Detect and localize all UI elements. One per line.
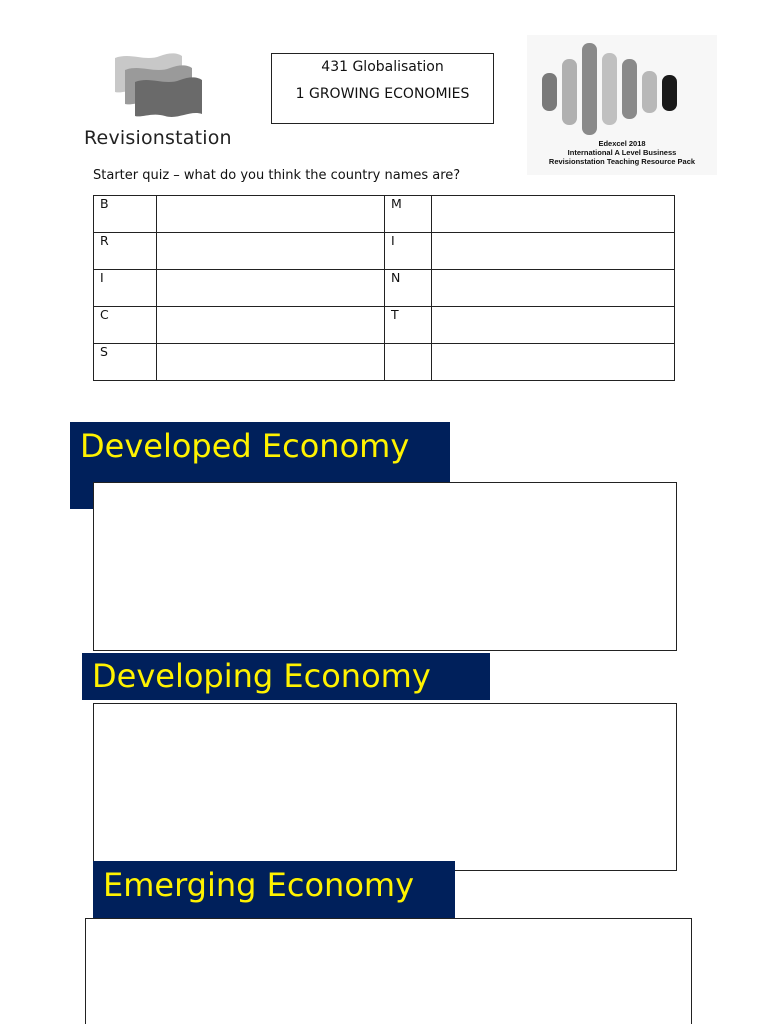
quiz-answer-cell[interactable] — [157, 233, 385, 270]
logo-caption-exam: Edexcel 2018 — [598, 139, 646, 148]
quiz-letter-cell: M — [385, 196, 432, 233]
quiz-answer-cell[interactable] — [157, 307, 385, 344]
logo-caption-pack: Revisionstation Teaching Resource Pack — [548, 157, 696, 166]
quiz-letter-cell: B — [94, 196, 157, 233]
quiz-letter-cell: I — [385, 233, 432, 270]
quiz-row — [94, 270, 675, 307]
sound-bars-logo-icon — [540, 41, 700, 141]
quiz-answer-cell[interactable] — [432, 196, 675, 233]
emerging-economy-answer-box[interactable] — [85, 918, 692, 1024]
quiz-letter-cell: R — [94, 233, 157, 270]
quiz-letter-cell — [385, 344, 432, 381]
starter-quiz-table — [93, 195, 675, 381]
edexcel-resource-logo — [527, 35, 717, 175]
emerging-economy-heading: Emerging Economy — [93, 861, 455, 921]
quiz-answer-cell[interactable] — [432, 233, 675, 270]
developed-economy-heading: Developed Economy — [70, 422, 450, 509]
quiz-row — [94, 344, 675, 381]
quiz-answer-cell[interactable] — [432, 344, 675, 381]
quiz-row — [94, 307, 675, 344]
quiz-answer-cell[interactable] — [157, 344, 385, 381]
quiz-row — [94, 196, 675, 233]
brand-name: Revisionstation — [84, 127, 232, 149]
revisionstation-flag-logo-icon — [110, 50, 205, 122]
quiz-answer-cell[interactable] — [432, 270, 675, 307]
topic-code-title: 431 Globalisation — [321, 59, 444, 75]
starter-quiz-prompt: Starter quiz – what do you think the country names are? — [93, 168, 461, 183]
quiz-answer-cell[interactable] — [157, 270, 385, 307]
developing-economy-heading: Developing Economy — [82, 653, 490, 700]
developing-economy-answer-box[interactable] — [93, 703, 677, 871]
quiz-answer-cell[interactable] — [432, 307, 675, 344]
quiz-answer-cell[interactable] — [157, 196, 385, 233]
quiz-letter-cell: N — [385, 270, 432, 307]
quiz-letter-cell: S — [94, 344, 157, 381]
developed-economy-answer-box[interactable] — [93, 482, 677, 651]
title-box — [271, 53, 494, 124]
quiz-row — [94, 233, 675, 270]
quiz-letter-cell: I — [94, 270, 157, 307]
quiz-letter-cell: C — [94, 307, 157, 344]
logo-caption-course: International A Level Business — [567, 148, 677, 157]
topic-subtitle: 1 GROWING ECONOMIES — [295, 86, 470, 102]
quiz-letter-cell: T — [385, 307, 432, 344]
